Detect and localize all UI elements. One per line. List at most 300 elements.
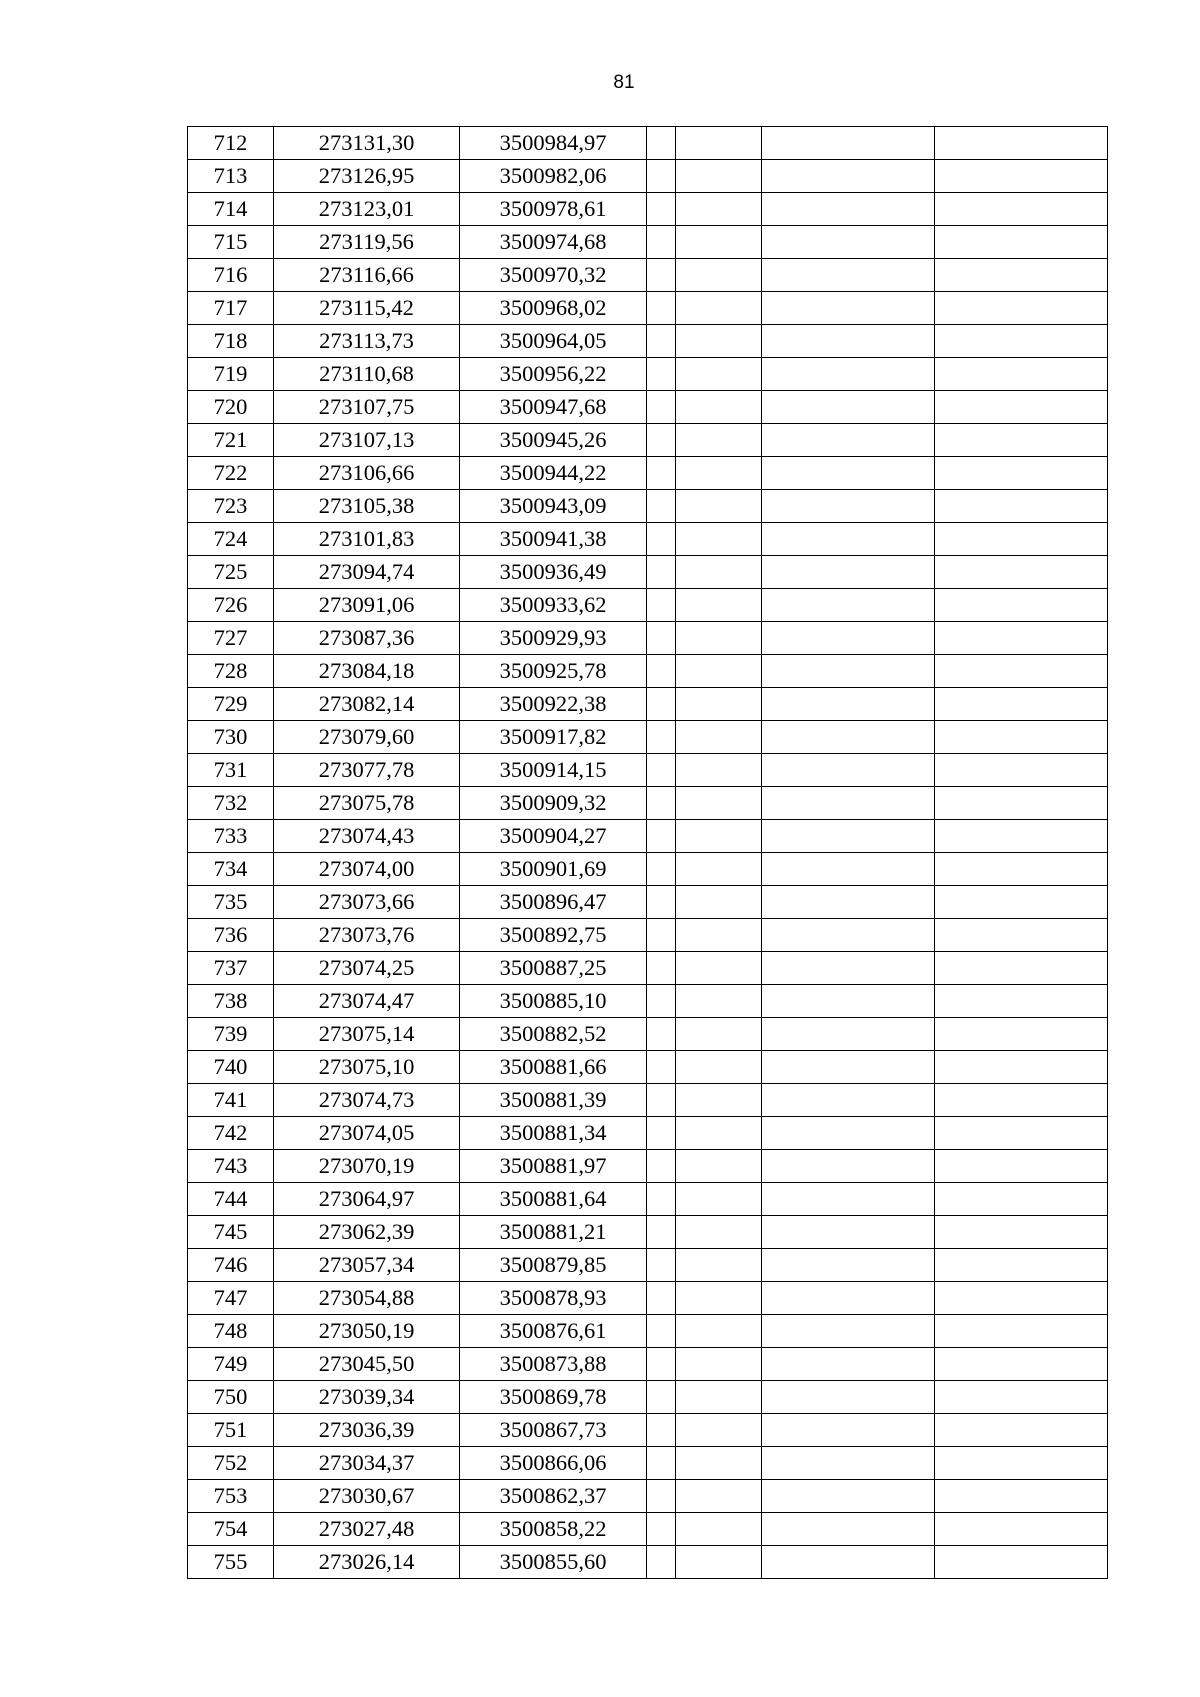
empty-cell (676, 325, 762, 358)
empty-cell (762, 1216, 935, 1249)
table-row (188, 985, 1108, 1018)
empty-cell (935, 556, 1108, 589)
table-row (188, 1150, 1108, 1183)
x-coordinate-cell: 273074,25 (274, 952, 460, 985)
empty-cell (647, 1183, 676, 1216)
table-row (188, 1051, 1108, 1084)
empty-cell (935, 886, 1108, 919)
x-coordinate-cell: 273110,68 (274, 358, 460, 391)
table-row (188, 523, 1108, 556)
point-number-cell: 735 (188, 886, 274, 919)
point-number-cell: 748 (188, 1315, 274, 1348)
empty-cell (647, 820, 676, 853)
empty-cell (762, 127, 935, 160)
empty-cell (935, 1348, 1108, 1381)
y-coordinate-cell: 3500862,37 (460, 1480, 647, 1513)
empty-cell (647, 358, 676, 391)
y-coordinate-cell: 3500978,61 (460, 193, 647, 226)
table-row (188, 754, 1108, 787)
y-coordinate-cell: 3500881,34 (460, 1117, 647, 1150)
y-coordinate-cell: 3500929,93 (460, 622, 647, 655)
empty-cell (676, 1018, 762, 1051)
point-number-cell: 736 (188, 919, 274, 952)
empty-cell (676, 952, 762, 985)
empty-cell (935, 391, 1108, 424)
empty-cell (762, 589, 935, 622)
empty-cell (935, 1414, 1108, 1447)
empty-cell (762, 556, 935, 589)
empty-cell (647, 1018, 676, 1051)
empty-cell (762, 1315, 935, 1348)
y-coordinate-cell: 3500881,39 (460, 1084, 647, 1117)
empty-cell (676, 226, 762, 259)
x-coordinate-cell: 273074,73 (274, 1084, 460, 1117)
y-coordinate-cell: 3500909,32 (460, 787, 647, 820)
table-row (188, 886, 1108, 919)
empty-cell (935, 919, 1108, 952)
x-coordinate-cell: 273075,14 (274, 1018, 460, 1051)
empty-cell (676, 754, 762, 787)
empty-cell (647, 1084, 676, 1117)
table-row (188, 1447, 1108, 1480)
table-row (188, 1348, 1108, 1381)
empty-cell (647, 1447, 676, 1480)
empty-cell (762, 226, 935, 259)
empty-cell (935, 1315, 1108, 1348)
x-coordinate-cell: 273074,05 (274, 1117, 460, 1150)
x-coordinate-cell: 273073,66 (274, 886, 460, 919)
x-coordinate-cell: 273045,50 (274, 1348, 460, 1381)
table-row (188, 787, 1108, 820)
empty-cell (762, 1018, 935, 1051)
x-coordinate-cell: 273064,97 (274, 1183, 460, 1216)
table-row (188, 919, 1108, 952)
empty-cell (647, 919, 676, 952)
empty-cell (676, 259, 762, 292)
x-coordinate-cell: 273094,74 (274, 556, 460, 589)
empty-cell (762, 325, 935, 358)
empty-cell (762, 1282, 935, 1315)
empty-cell (762, 490, 935, 523)
y-coordinate-cell: 3500882,52 (460, 1018, 647, 1051)
y-coordinate-cell: 3500885,10 (460, 985, 647, 1018)
empty-cell (762, 1051, 935, 1084)
empty-cell (935, 985, 1108, 1018)
point-number-cell: 739 (188, 1018, 274, 1051)
x-coordinate-cell: 273123,01 (274, 193, 460, 226)
x-coordinate-cell: 273077,78 (274, 754, 460, 787)
empty-cell (647, 127, 676, 160)
table-row (188, 655, 1108, 688)
x-coordinate-cell: 273036,39 (274, 1414, 460, 1447)
point-number-cell: 749 (188, 1348, 274, 1381)
empty-cell (935, 193, 1108, 226)
empty-cell (676, 490, 762, 523)
x-coordinate-cell: 273131,30 (274, 127, 460, 160)
empty-cell (647, 226, 676, 259)
table-row (188, 589, 1108, 622)
table-row (188, 292, 1108, 325)
y-coordinate-cell: 3500914,15 (460, 754, 647, 787)
empty-cell (676, 457, 762, 490)
empty-cell (676, 1117, 762, 1150)
empty-cell (935, 952, 1108, 985)
x-coordinate-cell: 273115,42 (274, 292, 460, 325)
table-row (188, 127, 1108, 160)
empty-cell (676, 1084, 762, 1117)
point-number-cell: 729 (188, 688, 274, 721)
empty-cell (676, 985, 762, 1018)
empty-cell (676, 589, 762, 622)
empty-cell (935, 325, 1108, 358)
point-number-cell: 719 (188, 358, 274, 391)
empty-cell (762, 754, 935, 787)
table-row (188, 424, 1108, 457)
point-number-cell: 744 (188, 1183, 274, 1216)
table-row (188, 358, 1108, 391)
x-coordinate-cell: 273057,34 (274, 1249, 460, 1282)
empty-cell (935, 721, 1108, 754)
empty-cell (676, 622, 762, 655)
y-coordinate-cell: 3500936,49 (460, 556, 647, 589)
empty-cell (647, 1381, 676, 1414)
empty-cell (647, 721, 676, 754)
empty-cell (647, 853, 676, 886)
empty-cell (935, 160, 1108, 193)
x-coordinate-cell: 273105,38 (274, 490, 460, 523)
empty-cell (676, 556, 762, 589)
empty-cell (762, 985, 935, 1018)
table-row (188, 193, 1108, 226)
y-coordinate-cell: 3500881,97 (460, 1150, 647, 1183)
table-row (188, 1117, 1108, 1150)
y-coordinate-cell: 3500933,62 (460, 589, 647, 622)
y-coordinate-cell: 3500881,64 (460, 1183, 647, 1216)
empty-cell (647, 688, 676, 721)
table-row (188, 1018, 1108, 1051)
point-number-cell: 733 (188, 820, 274, 853)
empty-cell (935, 1381, 1108, 1414)
x-coordinate-cell: 273091,06 (274, 589, 460, 622)
empty-cell (676, 193, 762, 226)
empty-cell (762, 292, 935, 325)
x-coordinate-cell: 273070,19 (274, 1150, 460, 1183)
y-coordinate-cell: 3500904,27 (460, 820, 647, 853)
empty-cell (762, 391, 935, 424)
point-number-cell: 724 (188, 523, 274, 556)
empty-cell (935, 754, 1108, 787)
x-coordinate-cell: 273119,56 (274, 226, 460, 259)
empty-cell (647, 1216, 676, 1249)
y-coordinate-cell: 3500970,32 (460, 259, 647, 292)
x-coordinate-cell: 273054,88 (274, 1282, 460, 1315)
x-coordinate-cell: 273106,66 (274, 457, 460, 490)
point-number-cell: 731 (188, 754, 274, 787)
empty-cell (762, 1546, 935, 1579)
empty-cell (935, 1183, 1108, 1216)
empty-cell (676, 1414, 762, 1447)
empty-cell (676, 1315, 762, 1348)
point-number-cell: 738 (188, 985, 274, 1018)
empty-cell (935, 1084, 1108, 1117)
x-coordinate-cell: 273113,73 (274, 325, 460, 358)
empty-cell (762, 1249, 935, 1282)
table-row (188, 688, 1108, 721)
x-coordinate-cell: 273107,13 (274, 424, 460, 457)
y-coordinate-cell: 3500984,97 (460, 127, 647, 160)
empty-cell (647, 754, 676, 787)
empty-cell (676, 787, 762, 820)
empty-cell (762, 820, 935, 853)
empty-cell (647, 787, 676, 820)
empty-cell (676, 853, 762, 886)
table-row (188, 1282, 1108, 1315)
point-number-cell: 751 (188, 1414, 274, 1447)
y-coordinate-cell: 3500922,38 (460, 688, 647, 721)
x-coordinate-cell: 273075,10 (274, 1051, 460, 1084)
point-number-cell: 743 (188, 1150, 274, 1183)
empty-cell (935, 688, 1108, 721)
point-number-cell: 746 (188, 1249, 274, 1282)
point-number-cell: 734 (188, 853, 274, 886)
empty-cell (676, 886, 762, 919)
point-number-cell: 737 (188, 952, 274, 985)
x-coordinate-cell: 273101,83 (274, 523, 460, 556)
y-coordinate-cell: 3500947,68 (460, 391, 647, 424)
empty-cell (647, 391, 676, 424)
empty-cell (676, 688, 762, 721)
empty-cell (762, 523, 935, 556)
empty-cell (676, 919, 762, 952)
empty-cell (762, 952, 935, 985)
point-number-cell: 732 (188, 787, 274, 820)
empty-cell (935, 589, 1108, 622)
empty-cell (676, 1183, 762, 1216)
table-row (188, 325, 1108, 358)
y-coordinate-cell: 3500881,21 (460, 1216, 647, 1249)
point-number-cell: 714 (188, 193, 274, 226)
empty-cell (647, 1249, 676, 1282)
empty-cell (935, 820, 1108, 853)
x-coordinate-cell: 273073,76 (274, 919, 460, 952)
empty-cell (935, 1546, 1108, 1579)
point-number-cell: 718 (188, 325, 274, 358)
empty-cell (647, 292, 676, 325)
empty-cell (647, 325, 676, 358)
empty-cell (647, 1117, 676, 1150)
empty-cell (935, 424, 1108, 457)
table-row (188, 226, 1108, 259)
table-row (188, 1381, 1108, 1414)
empty-cell (676, 1216, 762, 1249)
empty-cell (762, 1414, 935, 1447)
table-row (188, 1249, 1108, 1282)
y-coordinate-cell: 3500876,61 (460, 1315, 647, 1348)
point-number-cell: 755 (188, 1546, 274, 1579)
empty-cell (676, 1513, 762, 1546)
table-row (188, 160, 1108, 193)
x-coordinate-cell: 273087,36 (274, 622, 460, 655)
empty-cell (762, 853, 935, 886)
y-coordinate-cell: 3500943,09 (460, 490, 647, 523)
empty-cell (647, 1315, 676, 1348)
empty-cell (762, 160, 935, 193)
empty-cell (935, 1447, 1108, 1480)
empty-cell (762, 655, 935, 688)
empty-cell (762, 1348, 935, 1381)
x-coordinate-cell: 273084,18 (274, 655, 460, 688)
empty-cell (647, 490, 676, 523)
point-number-cell: 754 (188, 1513, 274, 1546)
empty-cell (935, 1018, 1108, 1051)
point-number-cell: 753 (188, 1480, 274, 1513)
point-number-cell: 750 (188, 1381, 274, 1414)
empty-cell (762, 1084, 935, 1117)
empty-cell (935, 1150, 1108, 1183)
empty-cell (647, 622, 676, 655)
y-coordinate-cell: 3500968,02 (460, 292, 647, 325)
empty-cell (762, 886, 935, 919)
point-number-cell: 742 (188, 1117, 274, 1150)
empty-cell (935, 1513, 1108, 1546)
point-number-cell: 717 (188, 292, 274, 325)
empty-cell (647, 1282, 676, 1315)
empty-cell (935, 787, 1108, 820)
empty-cell (762, 721, 935, 754)
x-coordinate-cell: 273107,75 (274, 391, 460, 424)
empty-cell (935, 655, 1108, 688)
x-coordinate-cell: 273034,37 (274, 1447, 460, 1480)
empty-cell (647, 1051, 676, 1084)
empty-cell (676, 160, 762, 193)
empty-cell (676, 1381, 762, 1414)
y-coordinate-cell: 3500941,38 (460, 523, 647, 556)
x-coordinate-cell: 273039,34 (274, 1381, 460, 1414)
empty-cell (647, 1546, 676, 1579)
empty-cell (935, 457, 1108, 490)
y-coordinate-cell: 3500974,68 (460, 226, 647, 259)
point-number-cell: 725 (188, 556, 274, 589)
point-number-cell: 715 (188, 226, 274, 259)
empty-cell (676, 1447, 762, 1480)
empty-cell (647, 1348, 676, 1381)
x-coordinate-cell: 273050,19 (274, 1315, 460, 1348)
point-number-cell: 726 (188, 589, 274, 622)
empty-cell (935, 490, 1108, 523)
y-coordinate-cell: 3500878,93 (460, 1282, 647, 1315)
table-row (188, 721, 1108, 754)
table-row (188, 1315, 1108, 1348)
empty-cell (935, 1051, 1108, 1084)
y-coordinate-cell: 3500866,06 (460, 1447, 647, 1480)
table-row (188, 622, 1108, 655)
empty-cell (935, 523, 1108, 556)
point-number-cell: 745 (188, 1216, 274, 1249)
empty-cell (935, 1216, 1108, 1249)
empty-cell (647, 1414, 676, 1447)
empty-cell (647, 589, 676, 622)
point-number-cell: 722 (188, 457, 274, 490)
empty-cell (762, 193, 935, 226)
empty-cell (676, 1546, 762, 1579)
empty-cell (647, 1513, 676, 1546)
empty-cell (647, 259, 676, 292)
y-coordinate-cell: 3500896,47 (460, 886, 647, 919)
empty-cell (762, 622, 935, 655)
x-coordinate-cell: 273027,48 (274, 1513, 460, 1546)
y-coordinate-cell: 3500925,78 (460, 655, 647, 688)
table-row (188, 457, 1108, 490)
empty-cell (762, 259, 935, 292)
point-number-cell: 720 (188, 391, 274, 424)
point-number-cell: 727 (188, 622, 274, 655)
empty-cell (935, 358, 1108, 391)
y-coordinate-cell: 3500867,73 (460, 1414, 647, 1447)
empty-cell (676, 127, 762, 160)
x-coordinate-cell: 273074,47 (274, 985, 460, 1018)
y-coordinate-cell: 3500944,22 (460, 457, 647, 490)
table-row (188, 556, 1108, 589)
empty-cell (647, 160, 676, 193)
empty-cell (762, 1117, 935, 1150)
y-coordinate-cell: 3500956,22 (460, 358, 647, 391)
table-row (188, 1546, 1108, 1579)
x-coordinate-cell: 273062,39 (274, 1216, 460, 1249)
point-number-cell: 713 (188, 160, 274, 193)
table-row (188, 391, 1108, 424)
table-row (188, 820, 1108, 853)
empty-cell (935, 1480, 1108, 1513)
empty-cell (676, 391, 762, 424)
y-coordinate-cell: 3500887,25 (460, 952, 647, 985)
empty-cell (935, 853, 1108, 886)
empty-cell (676, 292, 762, 325)
empty-cell (762, 358, 935, 391)
y-coordinate-cell: 3500879,85 (460, 1249, 647, 1282)
page-number: 81 (613, 72, 635, 93)
empty-cell (676, 721, 762, 754)
empty-cell (935, 226, 1108, 259)
empty-cell (676, 523, 762, 556)
empty-cell (762, 424, 935, 457)
empty-cell (762, 688, 935, 721)
empty-cell (647, 556, 676, 589)
empty-cell (935, 622, 1108, 655)
table-row (188, 1216, 1108, 1249)
table-row (188, 952, 1108, 985)
point-number-cell: 747 (188, 1282, 274, 1315)
table-row (188, 1183, 1108, 1216)
empty-cell (762, 1480, 935, 1513)
empty-cell (647, 457, 676, 490)
empty-cell (647, 1480, 676, 1513)
empty-cell (935, 292, 1108, 325)
empty-cell (647, 1150, 676, 1183)
empty-cell (762, 1513, 935, 1546)
empty-cell (935, 1117, 1108, 1150)
x-coordinate-cell: 273026,14 (274, 1546, 460, 1579)
empty-cell (647, 655, 676, 688)
empty-cell (935, 259, 1108, 292)
x-coordinate-cell: 273074,43 (274, 820, 460, 853)
y-coordinate-cell: 3500881,66 (460, 1051, 647, 1084)
x-coordinate-cell: 273079,60 (274, 721, 460, 754)
empty-cell (676, 1249, 762, 1282)
empty-cell (647, 193, 676, 226)
empty-cell (935, 1282, 1108, 1315)
point-number-cell: 752 (188, 1447, 274, 1480)
point-number-cell: 740 (188, 1051, 274, 1084)
